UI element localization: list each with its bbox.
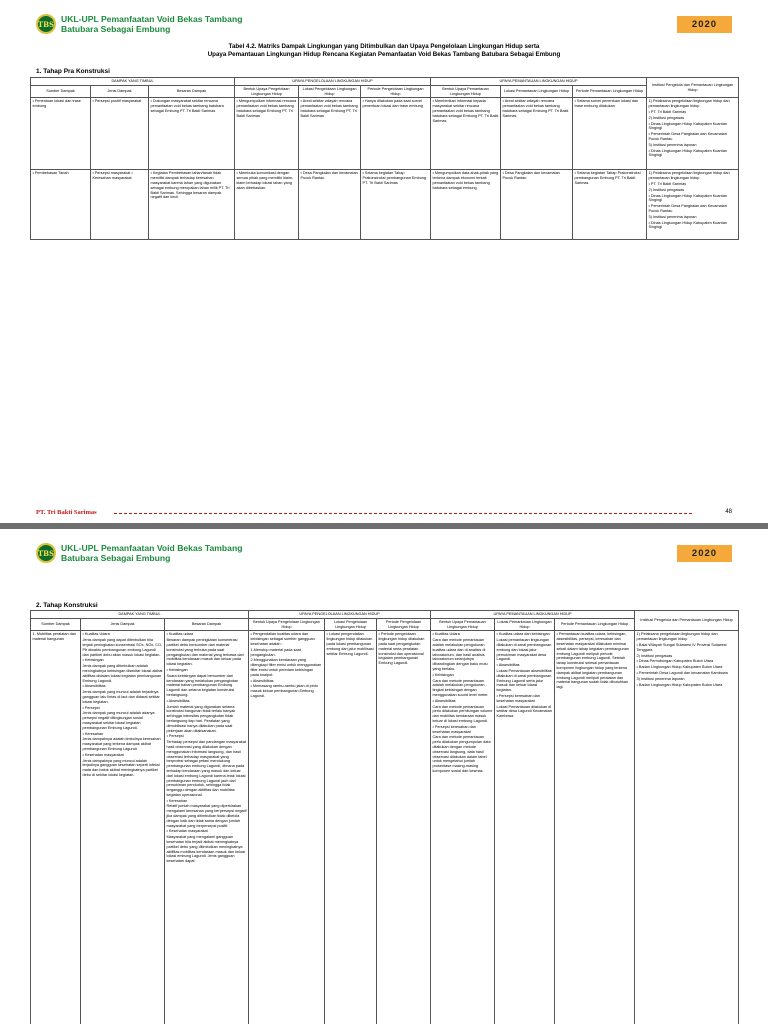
cell-periode-pemantauan: • Selama survei penentuan lokasi dan trase embung dilakukan (573, 98, 647, 170)
cell-line: Suara kebisingan dapat bersumber dari kendaraan yang melakukan pengangkutan material bahan pembangunan Embung Lagundi dan selama kegiatan konstruksi berlangsung. (166, 673, 239, 697)
col-periode-pengelolaan: Periode Pengelolaan Lingkungan Hidup (377, 618, 431, 631)
year-badge: 2020 (677, 545, 732, 562)
col-sumber: Sumber Dampak (31, 85, 91, 98)
cell-line: • Pemantauan kualitas udara, kebisingan, aksesibilitas, persepsi, keresahan dan kesehatan masyarakat dilakukan minimal sekali dalam tahap kegiatan pembangunan embung Lagundi meliputi periode pembangunan embung Lagundi. Setelah tahap konstruksi selesai pemantauan komponen lingkungan hidup yang terkena dampak akibat kegiatan pembangunan embung Lagundi meliputi peralatan dan material bangunan sudah tidak dibutuhkan lagi. (556, 632, 629, 690)
col-institusi: Institusi Pengelola dan Pemantauan Lingkungan Hidup (647, 78, 739, 98)
cell-besaran: • Dukungan masyarakat sekitar rencana pemanfaatan void bekas tambang batubara sebagai Embung PT. Tri Bakti Sarimas (149, 98, 235, 170)
company-logo: TBS (36, 14, 56, 34)
impact-matrix-table (30, 77, 739, 240)
cell-line: • Kesehatan masyarakat (82, 752, 124, 757)
cell-line: 1.Menutup material pada saat pengangkutan. (250, 647, 301, 657)
institusi-line: • Dinas Lingkungan Hidup Kabupaten Kuantan Singingi (648, 193, 727, 203)
cell-line: 2.Menggunakan kendaraan yang dilengkapi filter emisi untuk menggunakan filter emisi untuk peredam kebisingan pada knalpot. (250, 658, 322, 677)
cell-line: • Kebisingan (432, 672, 454, 677)
header-title-line2: Batubara Sebagai Embung (61, 553, 171, 563)
col-besaran: Besaran Dampak (149, 85, 235, 98)
col-bentuk-pengelolaan: Bentuk Upaya Pengelolaan Lingkungan Hidup (249, 618, 325, 631)
cell-line: • Pemerintah Desa Lagundi dan kecamatan Kambowa (636, 670, 728, 675)
section-title: 2. Tahap Konstruksi (36, 602, 98, 609)
cell-line: • Persepsi keresahan dan kesehatan masyarakat (496, 693, 540, 703)
cell-line: • Keresahan (166, 798, 188, 803)
cell-sumber: • Penentuan lokasi dan trase embung (31, 98, 91, 170)
cell-periode-pemantauan (555, 631, 635, 1024)
col-group-pemantauan: UPAYA PEMANTAUAN LINGKUNGAN HIDUP (431, 611, 635, 619)
footer-company: PT. Tri Bakti Sarimas (36, 509, 97, 516)
table-title-line1: Tabel 4.2. Matriks Dampak Lingkungan yang Ditimbulkan dan Upaya Pengelolaan Lingkungan Hidup serta (228, 43, 540, 50)
institusi-line: • Dinas Lingkungan Hidup Kabupaten Kuantan Singingi (648, 148, 727, 158)
cell-line: • Kualitas Udara (82, 632, 110, 637)
cell-sumber: • Pembebasan Tanah (31, 170, 91, 240)
company-logo: TBS (36, 543, 56, 563)
cell-lokasi-pemantauan: • Areal sekitar wilayah rencana pemanfaatan void bekas tambang batubara sebagai Embung PT. Tri Bakti Sarimas (501, 98, 573, 170)
cell-line: • Pengendalian kualitas udara dan kebisingan sebagai sumber gangguan kesehatan adalah : (250, 632, 315, 646)
col-sumber: Sumber Dampak (31, 618, 81, 631)
header-title-line2: Batubara Sebagai Embung (61, 24, 171, 34)
col-periode-pemantauan: Periode Pemantauan Lingkungan Hidup (555, 618, 635, 631)
cell-besaran: • Kegiatan Pembebasan lahan/tanah tidak memiliki dampak terhadap keresahan masyarakat karena lahan yang digunakan sebagai embung merupakan lahan milik PT. Tri Bakti Sarimas. Sehingga besaran dampak negatif dan kecil. (149, 170, 235, 240)
cell-lokasi-pemantauan: • Desa Pangkalan dan kecamatan Pucuk Rantau (501, 170, 573, 240)
cell-line: • Kebisingan (82, 658, 104, 663)
cell-jenis (81, 631, 165, 1024)
cell-line: • Persepsi (82, 705, 100, 710)
cell-line: Terhadap persepsi dan pandangan masyarakat hasil observasi yang dilakukan dengan menggunakan informasi langsung, dan hasil observasi terhadap masyarakat yang berprofesi sebagai petani mendukung pembangunan embung Lagundi, dimana pada terhadap kendaraan yang masuk dan keluar dari lokasi embung Lagundi karena letak lokasi pembangunan embung Lagundi jauh dari pemukiman penduduk, sehingga tidak terganggu dengan aktifitas dan mobilitas kegiatan operasional. (166, 740, 246, 797)
page-header (36, 10, 242, 38)
cell-line: Lokasi Pemantauan aksesibilitas dilakukan di areal pembangunan Embung Lagundi serta jalur masuk dan keluar lokasi kegiatan. (496, 668, 552, 693)
cell-bentuk-pengelolaan (249, 631, 325, 1024)
cell-line: • Badan Lingkungan Hidup Kabupaten Buton Utara (636, 665, 723, 670)
header-title-line1: UKL-UPL Pemanfaatan Void Bekas Tambang (61, 543, 243, 553)
col-jenis: Jenis Dampak (81, 618, 165, 631)
institusi-line: • Dinas Lingkungan Hidup Kabupaten Kuantan Singingi (648, 220, 727, 230)
cell-lokasi-pengelolaan: • Lokasi pengendalian lingkungan hidup dilakukan pada lokasi pembangunan embung dan jalur mobilisasi sekitar Embung Lagundi. (325, 631, 377, 1024)
year-badge: 2020 (677, 16, 732, 33)
table-row (31, 170, 739, 240)
institusi-line: • Dinas Lingkungan Hidup Kabupaten Kuantan Singingi (648, 121, 727, 131)
cell-institusi (647, 170, 739, 240)
col-lokasi-pemantauan: Lokasi Pemantauan Lingkungan Hidup (495, 618, 555, 631)
institusi-line: • Pemerintah Desa Pangkalan dan Kecamatan Pucuk Rantau (648, 132, 727, 141)
table-row (31, 98, 739, 170)
cell-besaran (165, 631, 249, 1024)
cell-line: Cara dan metode pemantauan adalah melakukan pengukuran kualitas udara dan di analisis di laboratorium, dan hasil analisis laboratorium selanjutnya dibandingkan dengan baku mutu yang berlaku. (432, 638, 488, 671)
cell-bentuk-pemantauan (431, 631, 495, 1024)
cell-line: Jenis dampaknya yang muncul adalah terjadinya gangguan kesehatan seperti infeksi mata dan batuk akibat meningkatnya partikel debu di sekitar lokasi kegiatan. (82, 758, 160, 777)
cell-sumber: 1. Mobilitas peralatan dan material bangunan (31, 631, 81, 1024)
cell-line: Jenis dampaknya adalah timbulnya keresahan masyarakat yang terkena dampak akibat pembangunan Embung Lagundi. (82, 737, 161, 751)
cell-line: Jenis dampak yang ditimbulkan adalah meningkatnya kebisingan disekitar lokasi akibat aktifitas didalam lokasi kegiatan pembangunan Embung Lagundi. (82, 664, 163, 683)
institusi-line: • Pemerintah Desa Pangkalan dan Kecamatan Pucuk Rantau (648, 204, 727, 213)
impact-matrix-table (30, 610, 739, 1024)
cell-institusi (635, 631, 739, 1024)
col-lokasi-pemantauan: Lokasi Pemantauan Lingkungan Hidup (501, 85, 573, 98)
cell-line: • Dinas Perhubungan Kabupaten Buton Utara (636, 659, 714, 664)
cell-line: • Aksesibilitas (166, 698, 190, 703)
cell-line: Jenis dampak yang muncul adalah adanya persepsi negatif ditingkungan sosial masyarakat sekitar lokasi kegiatan pembangunan Embung Lagundi. (82, 711, 155, 730)
col-group-dampak: DAMPAK YANG TIMBUL (31, 611, 249, 619)
cell-line: • Memasang rambu-rambu jalan di pintu masuk keluar pembangunan Embung Lagundi. (250, 684, 318, 698)
table-title (0, 43, 768, 59)
cell-jenis: • Persepsi masyarakat • Keresahan masyarakat (91, 170, 149, 240)
col-group-pengelolaan: UPAYA PENGELOLAAN LINGKUNGAN HIDUP (249, 611, 431, 619)
cell-lokasi-pengelolaan: • Areal sekitar wilayah rencana pemanfaatan void bekas tambang batubara sebagai Embung PT. Tri Bakti Sarimas (299, 98, 361, 170)
col-group-pemantauan: UPAYA PEMANTAUAN LINGKUNGAN HIDUP (431, 78, 647, 86)
col-bentuk-pemantauan: Bentuk Upaya Pemantauan Lingkungan Hidup (431, 85, 501, 98)
col-bentuk-pengelolaan: Bentuk Upaya Pengelolaan Lingkungan Hidup (235, 85, 299, 98)
cell-line: Cara dan metode pemantauan perlu dilakukan pengumpulan data dilakukan dengan metode observasi langsung, data hasil observasi dilakukan dalam tabel untuk mengetahui jumlah prosentase masing-masing komponen sosial dan kesmas. (432, 735, 491, 773)
cell-lokasi-pemantauan (495, 631, 555, 1024)
cell-line: • Kualitas udara (166, 632, 194, 637)
cell-periode-pengelolaan: • Selama kegiatan Tahap Prakonstruksi pembangunan Embung PT. Tri Bakti Sarimas (361, 170, 431, 240)
header-title-line1: UKL-UPL Pemanfaatan Void Bekas Tambang (61, 14, 243, 24)
cell-line: 3) Institusi penerima laporan (636, 676, 685, 681)
cell-line: • Persepsi (166, 734, 184, 739)
page-header (36, 539, 242, 567)
col-group-pengelolaan: UPAYA PENGELOLAAN LINGKUNGAN HIDUP (235, 78, 431, 86)
cell-lokasi-pengelolaan: • Desa Pangkalan dan kecamatan Pucuk Rantau (299, 170, 361, 240)
cell-line: Relatif jumlah masyarakat yang diperkirakan mengalami keresahan yang berpersepsi negatif jika dampak yang ditimbulkan tidak dikelola dengan baik dan tidak sama dengan jumlah masyarakat yang berpersepsi positif. (166, 804, 247, 828)
col-bentuk-pemantauan: Bentuk Upaya Pemantauan Lingkungan Hidup (431, 618, 495, 631)
cell-line: • Aksesibilitas (496, 663, 520, 668)
cell-line: 1) Pelaksana pengelolaan lingkungan hidup dan pemantauan lingkungan hidup (636, 632, 718, 642)
cell-bentuk-pemantauan: • Memberikan informasi kepada masyarakat sekitar rencana pemanfaatan void bekas tambang batubara sebagai Embung PT. Tri Bakti Sarimas (431, 98, 501, 170)
cell-line: Lokasi pemantauan lingkungan dilakukan di areal pembangunan embung dan lokasi jalur pemukiman masyarakat desa Lagundi. (496, 638, 552, 662)
cell-line: Jenis dampak yang muncul adalah terjadinya gangguan lalu lintas di laut dan didarat sekitar lokasi kegiatan. (82, 690, 160, 704)
cell-line: Jenis dampak yang dapat ditimbulkan bila terjadi peningkatan konsentrasi SOx, NOx, CO, Pb diwaktu pembangunan embung Lagundi dan partikel debu akan masuk lokasi kegiatan. (82, 638, 163, 657)
cell-line: • Kebisingan (166, 667, 188, 672)
institusi-line: 3) Institusi penerima laporan (648, 214, 697, 219)
cell-line: • Balai Wilayah Sungai Sulawesi IV Provinsi Sulawesi Tenggara (636, 642, 727, 652)
institusi-line: 1) Pelaksana pengelolaan lingkungan hidup dan pemantauan lingkungan hidup (648, 171, 730, 181)
col-jenis: Jenis Dampak (91, 85, 149, 98)
footer-divider (114, 513, 692, 514)
page-number: 48 (725, 509, 732, 515)
institusi-line: 1) Pelaksana pengelolaan lingkungan hidup dan pemantauan lingkungan hidup (648, 99, 730, 109)
cell-line: • Kesehatan masyarakat (166, 829, 208, 834)
institusi-line: 2) Institusi pengawas (648, 115, 685, 120)
cell-institusi (647, 98, 739, 170)
col-group-dampak: DAMPAK YANG TIMBUL (31, 78, 235, 86)
institusi-line: • PT. Tri Bakti Sarimas (648, 181, 687, 186)
col-besaran: Besaran Dampak (165, 618, 249, 631)
cell-bentuk-pengelolaan: • Membuka komunikasi dengan semua pihak yang memiliki klaim-klaim terhadap lokasi lahan yang akan dibebaskan. (235, 170, 299, 240)
col-lokasi-pengelolaan: Lokasi Pengelolaan Lingkungan Hidup (325, 618, 377, 631)
col-periode-pengelolaan: Periode Pengelolaan Lingkungan Hidup (361, 85, 431, 98)
col-periode-pemantauan: Periode Pemantauan Lingkungan Hidup (573, 85, 647, 98)
cell-periode-pengelolaan: • Periode pengelolaan lingkungan hidup dilakukan pada saat pengangkutan material serta peralatan konstruksi dan operasional kegiatan pembangunan Embung Lagundi. (377, 631, 431, 1024)
cell-line: Masyarakat yang mengalami gangguan kesehatan bila terjadi akibat meningkatnya partikel debu yang ditimbulkan meningkatnya aktifitas mobilitas kendaraan masuk dan keluar lokasi embung Lagundi. Jenis gangguan kesehatan dapat (166, 835, 246, 864)
cell-line: • Kualitas Udara (432, 632, 460, 637)
col-institusi: Institusi Pengelola dan Pemantauan Lingkungan Hidup (635, 611, 739, 631)
cell-line: Cara dan metode pemantauan perlu dilakukan perhitungan volume dan mobilitas kendaraan masuk keluar di lokasi embung Lagundi. (432, 704, 493, 723)
institusi-line: 2) Institusi pengawas (648, 187, 685, 192)
table-title-line2: Upaya Pemantauan Lingkungan Hidup Rencana Kegiatan Pemanfaatan Void Bekas Tambang Batubara Sebagai Embung (207, 51, 561, 58)
cell-line: • Aksesibilitas (432, 698, 456, 703)
cell-line: Lokasi Pemantauan dilakukan di sekitar desa Lagundi Kecamatan Kambowa (496, 704, 552, 719)
cell-bentuk-pemantauan: • Mengumpulkan data ahak-pihak yang terkena dampak ekonomi terkait pemanfaatan void bekas tambang batubara sebagai embung (431, 170, 501, 240)
institusi-line: • PT. Tri Bakti Sarimas (648, 109, 687, 114)
cell-line: • Kualitas udara dan kebisingan (496, 632, 550, 637)
cell-periode-pemantauan: • Selama kegiatan Tahap Prakonstruksi pembangunan Embung PT. Tri Bakti Sarimas (573, 170, 647, 240)
cell-bentuk-pengelolaan: • Mengumpulkan informasi rencana pemanfaatan void bekas tambang batubara sebagai Embung PT. Tri Bakti Sarimas (235, 98, 299, 170)
cell-line: Jumlah material yang digunakan selama konstruksi bangunan tidak terlalu banyak sehingga intensitas pengangkutan tidak berlangsung tiap hari. Peralatan yang dimobilisasi hanya dilakukan pada saat pekerjaan akan dilaksanakan. (166, 704, 236, 733)
cell-line: • Keresahan (82, 731, 104, 736)
cell-line: • Badan Lingkungan Hidup Kabupaten Buton Utara (636, 682, 723, 687)
cell-line: • Aksesibilitas (82, 684, 106, 689)
cell-line: • Persepsi keresahan dan kesehatan masyarakat (432, 724, 476, 734)
cell-periode-pengelolaan: • Hanya dilakukan pada saat survei penentuan lokasi dan trase embung (361, 98, 431, 170)
cell-jenis: • Persepsi positif masyarakat (91, 98, 149, 170)
section-title: 1. Tahap Pra Konstruksi (36, 68, 110, 75)
col-lokasi-pengelolaan: Lokasi Pengelolaan Lingkungan Hidup (299, 85, 361, 98)
cell-line: Besaran dampak peningkatan konsentrasi partikel debu bersumber dari material konstruksi yang terbuka pada saat pengangkutan dan material yang terbawa dari mobilitas kendaraan masuk dan keluar pada lokasi kegiatan. (166, 638, 244, 667)
document-page-2 (0, 529, 768, 1024)
page-footer (36, 509, 732, 517)
cell-line: 2) Institusi pengawas (636, 653, 673, 658)
cell-line: Cara dan metode pemantauan adalah melakukan pengukuran tingkat kebisingan dengan menggunakan sound level meter. (432, 678, 489, 697)
table-row (31, 631, 739, 1024)
cell-line: • Aksesibilitas (250, 678, 274, 683)
institusi-line: 3) Institusi penerima laporan (648, 142, 697, 147)
